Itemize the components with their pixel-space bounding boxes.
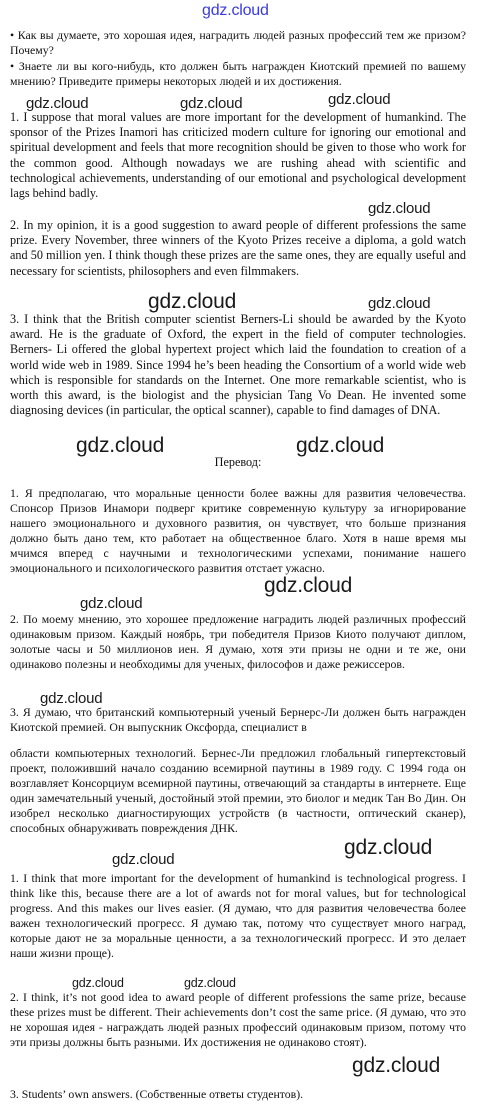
watermark: gdz.cloud [26, 95, 89, 112]
watermark: gdz.cloud [72, 976, 124, 990]
russian-paragraph-3a: 3. Я думаю, что британский компьютерный ученый Бернерс-Ли должен быть награжден Киотской премией. Он выпускник Оксфорда, специалист в [10, 705, 466, 734]
watermark: gdz.cloud [328, 91, 391, 108]
watermark: gdz.cloud [112, 851, 175, 868]
russian-paragraph-3b: области компьютерных технологий. Бернес-Ли предложил глобальный гипертекстовый проект, положивший начало созданию всемирной паутины в 1989 году. С 1994 года он возглавляет Консорциум всемирной паутины, отвечающий за стандарты в интернете. Еще один замечательный ученый, достойный этой премии, это биолог и медик Тан Во Дин. Он изобрел несколько диагностирующих устройств (в частности, оптический сканер), способных обнаруживать повреждения ДНК. [10, 746, 466, 835]
english-paragraph-2: 2. In my opinion, it is a good suggestion to award people of different professions the same prize. Every November, three winners of the Kyoto Prizes receive a diploma, a gold watch and 50 million yen. I think though these prizes are the same ones, they are equally useful and necessary for scientists, philosophers and even filmmakers. [10, 218, 466, 278]
answer-2: 2. I think, it’s not good idea to award people of different professions the same prize, because these prizes must be different. Their achievements don’t cost the same price. (Я думаю, что это не хорошая идея - награждать людей разных профессий одинаковым призом, потому что эти призы должны быть разными. Их достижения не одинаково стоят). [10, 990, 466, 1049]
english-paragraph-1: 1. I suppose that moral values are more important for the development of humankind. The sponsor of the Prizes Inamori has criticized modern culture for ignoring our emotional and spiritual development and feels that more recognition should be given to those who work for the common good. Although nowadays we are rushing ahead with scientific and technological achievements, understanding of our emotional and psychological development lags behind badly. [10, 110, 466, 201]
watermark-top: gdz.cloud [202, 2, 269, 19]
russian-paragraph-2: 2. По моему мнению, это хорошее предложение наградить людей различных профессий одинаковым призом. Каждый ноябрь, три победителя Призов Киото получают диплом, золотые часы и 50 миллионов иен. Я думаю, хотя эти призы не одни и те же, они одинаково полезны и необходимы для ученых, философов и даже режиссеров. [10, 612, 466, 671]
watermark: gdz.cloud [296, 434, 385, 457]
watermark: gdz.cloud [80, 595, 143, 612]
answer-1: 1. I think that more important for the development of humankind is technological progress. I think like this, because there are a lot of awards not for moral values, but for technological progress. And this makes our lives easier. (Я думаю, что для развития человечества более важен технологический прогресс. Я думаю так, потому что существует много наград, которые дают не за моральные ценности, а за технологический прогресс. И это делает наши жизни проще). [10, 871, 466, 960]
watermark: gdz.cloud [40, 690, 103, 707]
watermark: gdz.cloud [344, 836, 433, 859]
question-2: • Знаете ли вы кого-нибудь, кто должен быть награжден Киотский премией по вашему мнению? Приведите примеры некоторых людей и их достижения. [10, 59, 466, 88]
watermark: gdz.cloud [352, 1054, 441, 1077]
watermark: gdz.cloud [184, 976, 236, 990]
answer-3: 3. Students’ own answers. (Собственные ответы студентов). [10, 1087, 304, 1101]
watermark: gdz.cloud [264, 574, 353, 597]
watermark: gdz.cloud [148, 290, 237, 313]
translation-heading: Перевод: [214, 455, 262, 469]
watermark: gdz.cloud [368, 295, 431, 312]
watermark: gdz.cloud [368, 200, 431, 217]
watermark: gdz.cloud [180, 95, 243, 112]
question-1: • Как вы думаете, это хорошая идея, наградить людей разных профессий тем же призом? Почему? [10, 28, 466, 57]
english-paragraph-3: 3. I think that the British computer scientist Berners-Li should be awarded by the Kyoto award. He is the graduate of Oxford, the expert in the field of computer technologies. Berners- Li offered the global hypertext project which laid the foundation to creation of a world wide web in 1989. Since 1994 he’s been heading the Consortium of a world wide web which is responsible for standards on the Internet. One more remarkable scientist, who is worth this award, is the biologist and the physician Tang Vo Dean. He invented some diagnosing devices (in particular, the optical scanner), capable to find damages of DNA. [10, 312, 466, 418]
russian-paragraph-1: 1. Я предполагаю, что моральные ценности более важны для развития человечества. Спонсор Призов Инамори подверг критике современную культуру за игнорирование нашего эмоционального и духовного развития, он чувствует, что больше признания должно быть дано тем, кто работает на общественное благо. Хотя в наше время мы мчимся вперед с научными и технологическими успехами, понимание нашего эмоционального и психологического развития отстает ужасно. [10, 486, 466, 575]
watermark: gdz.cloud [76, 434, 165, 457]
